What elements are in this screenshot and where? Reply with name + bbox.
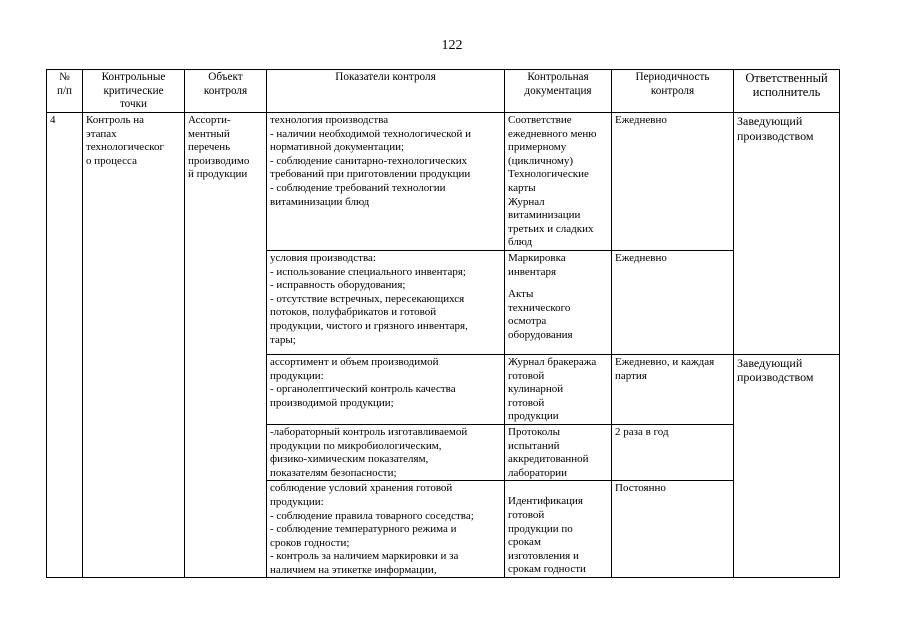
control-table (46, 69, 840, 578)
periodicity-cell: Ежедневно (612, 250, 734, 354)
periodicity-cell: Ежедневно, и каждая партия (612, 354, 734, 424)
header-indicators: Показатели контроля (267, 70, 505, 113)
responsible-cell: Заведующий производством (734, 354, 840, 578)
control-object-cell: Ассорти- ментный перечень производимо й продукции (185, 113, 267, 578)
documentation-text: Маркировка инвентаря (508, 251, 566, 278)
header-periodicity: Периодичность контроля (612, 70, 734, 113)
header-row (47, 70, 840, 113)
header-control-points: Контрольные критические точки (83, 70, 185, 113)
documentation-text: Акты технического осмотра оборудования (508, 288, 573, 341)
header-responsible: Ответственный исполнитель (734, 70, 840, 113)
responsible-cell: Заведующий производством (734, 113, 840, 355)
indicators-cell: условия производства: - использование специального инвентаря; - исправность оборудования; - отсутствие встречных, пересекающихся потоков, полуфабрикатов и готовой продукции, чистого и грязного инвентаря, тары; (267, 250, 505, 354)
documentation-cell: Журнал бракеража готовой кулинарной готовой продукции (505, 354, 612, 424)
periodicity-cell: Ежедневно (612, 113, 734, 251)
indicators-cell: -лабораторный контроль изготавливаемой продукции по микробиологическим, физико-химическим показателям, показателям безопасности; (267, 424, 505, 480)
page-number: 122 (441, 38, 463, 53)
indicators-cell: технология производства - наличии необходимой технологической и нормативной документации; - соблюдение санитарно-технологических требований при приготовлении продукции - соблюдение требований технологии витаминизации блюд (267, 113, 505, 251)
periodicity-cell: Постоянно (612, 481, 734, 578)
indicators-cell: соблюдение условий хранения готовой продукции: - соблюдение правила товарного соседства; - соблюдение температурного режима и сроков годности; - контроль за наличием маркировки и за наличием на этикетке информации, (267, 481, 505, 578)
indicators-cell: ассортимент и объем производимой продукции: - органолептический контроль качества производимой продукции; (267, 354, 505, 424)
header-documentation: Контрольная документация (505, 70, 612, 113)
table-row (47, 113, 840, 251)
header-control-object: Объект контроля (185, 70, 267, 113)
header-num: № п/п (47, 70, 83, 113)
documentation-cell: Соответствие ежедневного меню примерному (цикличному) Технологические карты Журнал витаминизации третьих и сладких блюд (505, 113, 612, 251)
documentation-cell (505, 250, 612, 354)
documentation-cell: Идентификация готовой продукции по срокам изготовления и срокам годности (505, 481, 612, 578)
row-number: 4 (47, 113, 83, 578)
periodicity-cell: 2 раза в год (612, 424, 734, 480)
documentation-cell: Протоколы испытаний аккредитованной лаборатории (505, 424, 612, 480)
control-point-cell: Контроль на этапах технологическог о процесса (83, 113, 185, 578)
